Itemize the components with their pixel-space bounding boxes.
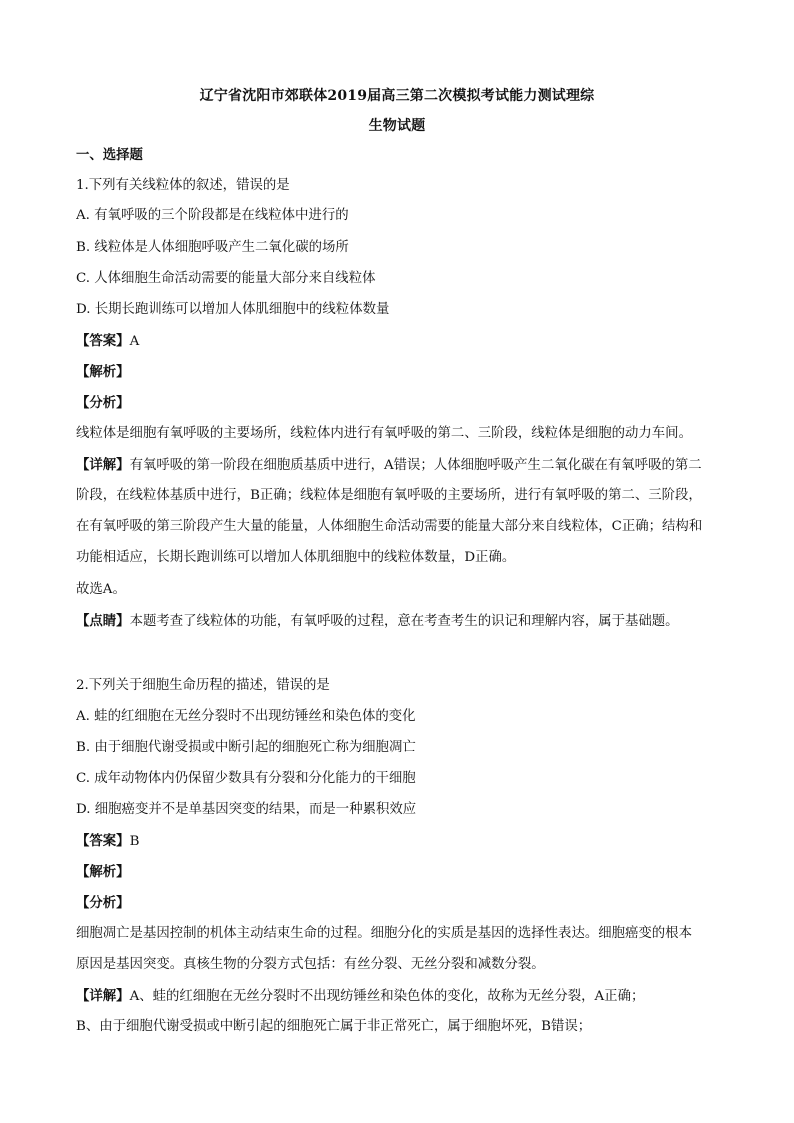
q1-xiangjie-line-3: 在有氧呼吸的第三阶段产生大量的能量，人体细胞生命活动需要的能量大部分来自线粒体，C正确；结构和 [76, 519, 703, 534]
q1-stem: 1.下列有关线粒体的叙述，错误的是 [76, 178, 290, 193]
q1-fenxi-text: 线粒体是细胞有氧呼吸的主要场所，线粒体内进行有氧呼吸的第二、三阶段，线粒体是细胞的动力车间。 [76, 426, 692, 441]
xiangjie-tag: 【详解】 [76, 457, 130, 473]
q1-conclusion: 故选A。 [76, 582, 126, 597]
q2-option-d: D. 细胞癌变并不是单基因突变的结果，而是一种累积效应 [76, 802, 417, 817]
q2-option-c: C. 成年动物体内仍保留少数具有分裂和分化能力的干细胞 [76, 771, 416, 786]
xiangjie-tag: 【详解】 [76, 988, 130, 1004]
xiangjie-text: A、蛙的红细胞在无丝分裂时不出现纺锤丝和染色体的变化，故称为无丝分裂，A正确； [129, 989, 645, 1004]
q1-xiangjie-line-2: 阶段，在线粒体基质中进行，B正确；线粒体是细胞有氧呼吸的主要场所，进行有氧呼吸的第二、三阶段， [76, 488, 702, 503]
q2-xiangjie-line-2: B、由于细胞代谢受损或中断引起的细胞死亡属于非正常死亡，属于细胞坏死，B错误； [76, 1019, 592, 1034]
q1-option-c: C. 人体细胞生命活动需要的能量大部分来自线粒体 [76, 271, 376, 286]
q2-jiexi-tag: 【解析】 [76, 864, 130, 880]
q1-answer [76, 331, 726, 352]
dianjing-tag: 【点睛】 [76, 613, 130, 629]
section-heading: 一、选择题 [76, 147, 143, 163]
q2-fenxi-tag: 【分析】 [76, 895, 130, 911]
q2-xiangjie-line-1 [76, 986, 726, 1007]
q2-fenxi-line-1: 细胞凋亡是基因控制的机体主动结束生命的过程。细胞分化的实质是基因的选择性表达。细胞癌变的根本 [76, 926, 692, 941]
q2-option-a: A. 蛙的红细胞在无丝分裂时不出现纺锤丝和染色体的变化 [76, 709, 416, 724]
q1-jiexi-tag: 【解析】 [76, 364, 130, 380]
q1-fenxi-tag: 【分析】 [76, 395, 130, 411]
q1-option-b: B. 线粒体是人体细胞呼吸产生二氧化碳的场所 [76, 240, 349, 255]
document-title: 辽宁省沈阳市郊联体2019届高三第二次模拟考试能力测试理综 [199, 88, 595, 104]
q1-option-a: A. 有氧呼吸的三个阶段都是在线粒体中进行的 [76, 208, 349, 223]
q2-option-b: B. 由于细胞代谢受损或中断引起的细胞死亡称为细胞凋亡 [76, 740, 416, 755]
answer-value: B [129, 834, 140, 849]
q2-stem: 2.下列关于细胞生命历程的描述，错误的是 [76, 678, 330, 693]
q2-answer [76, 831, 726, 852]
q2-fenxi-line-2: 原因是基因突变。真核生物的分裂方式包括：有丝分裂、无丝分裂和减数分裂。 [76, 957, 545, 972]
document-subtitle: 生物试题 [368, 118, 426, 134]
answer-tag: 【答案】 [76, 833, 130, 849]
q1-dianjing [76, 611, 726, 632]
q1-xiangjie-line-1 [76, 455, 726, 476]
xiangjie-text: 有氧呼吸的第一阶段在细胞质基质中进行，A错误；人体细胞呼吸产生二氧化碳在有氧呼吸的第二 [129, 458, 702, 473]
answer-value: A [129, 334, 140, 349]
q1-xiangjie-line-4: 功能相适应，长期长跑训练可以增加人体肌细胞中的线粒体数量，D正确。 [76, 550, 516, 565]
q1-option-d: D. 长期长跑训练可以增加人体肌细胞中的线粒体数量 [76, 302, 390, 317]
answer-tag: 【答案】 [76, 333, 130, 349]
dianjing-text: 本题考查了线粒体的功能，有氧呼吸的过程，意在考查考生的识记和理解内容，属于基础题。 [129, 614, 679, 629]
